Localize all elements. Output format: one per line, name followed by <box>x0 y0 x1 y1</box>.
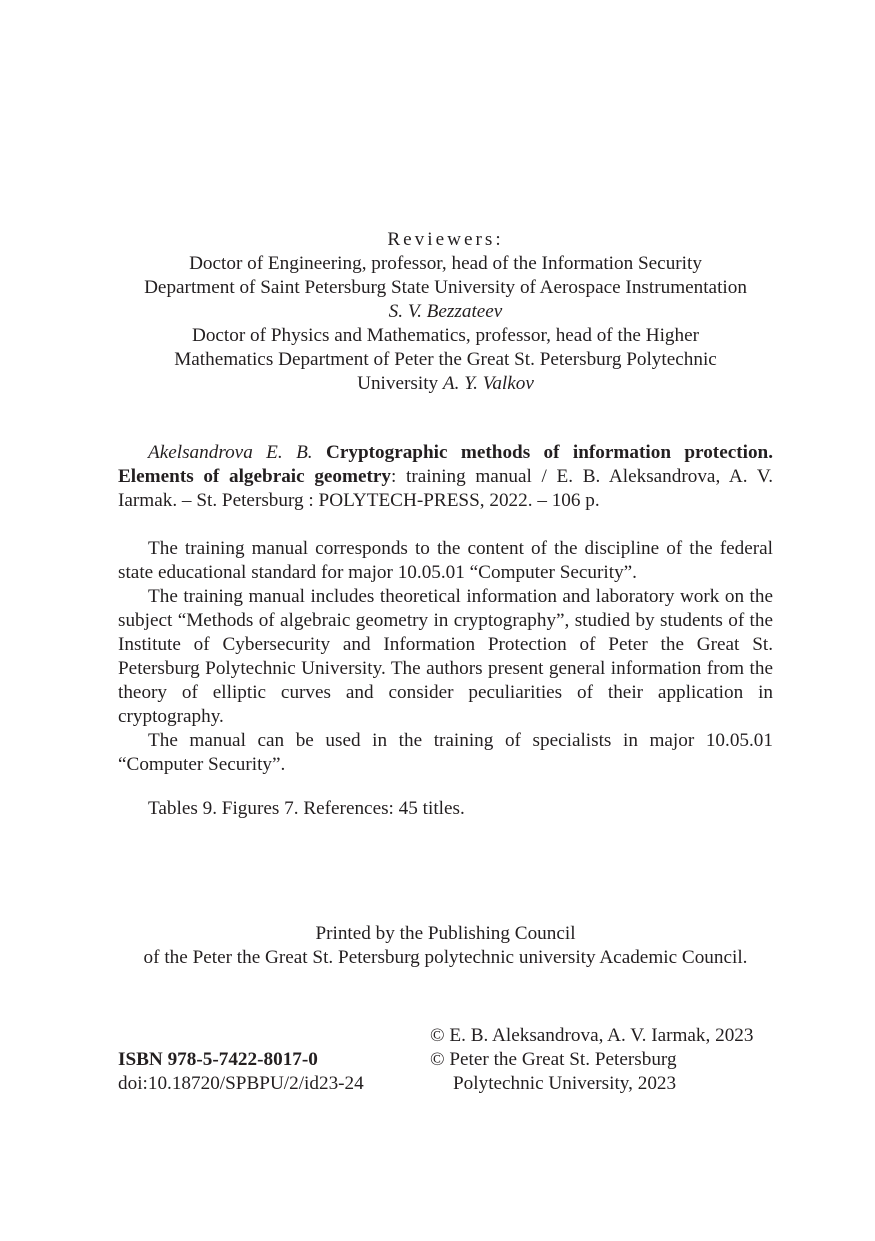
reviewer1-line2: Department of Saint Petersburg State University of Aerospace Instrumentation <box>144 277 747 298</box>
reviewer2-line3-wrap <box>118 372 773 396</box>
stats-line: Tables 9. Figures 7. References: 45 titles. <box>148 798 465 819</box>
copyright-line2: © Peter the Great St. Petersburg <box>430 1049 677 1070</box>
reviewer2-line1: Doctor of Physics and Mathematics, professor, head of the Higher <box>191 325 700 346</box>
bib-author: Akelsandrova E. B. <box>148 442 313 463</box>
printed-by-section <box>118 922 773 970</box>
reviewer1-name: S. V. Bezzateev <box>388 301 503 322</box>
doi: doi:10.18720/SPBPU/2/id23-24 <box>118 1073 364 1094</box>
bibliographic-record <box>118 441 773 513</box>
bib-paragraph <box>118 441 773 513</box>
reviewer2-name: A. Y. Valkov <box>442 373 534 394</box>
copyright-section <box>430 1024 790 1096</box>
abstract-paragraph-3: The manual can be used in the training of specialists in major 10.05.01 “Computer Security”. <box>118 730 773 775</box>
copyright-line1: © E. B. Aleksandrova, A. V. Iarmak, 2023 <box>430 1025 754 1046</box>
bib-title: Cryptographic methods of information protection. Elements of algebraic geometry <box>118 442 774 487</box>
reviewers-heading: Reviewers: <box>387 229 504 250</box>
reviewer2-line3: University <box>357 373 439 394</box>
isbn: ISBN 978-5-7422-8017-0 <box>118 1049 318 1070</box>
reviewers-section <box>118 228 773 396</box>
reviewer2-line2: Mathematics Department of Peter the Great St. Petersburg Polytechnic <box>174 349 717 370</box>
stats-section <box>118 797 773 821</box>
abstract-paragraph-1: The training manual corresponds to the content of the discipline of the federal state educational standard for major 10.05.01 “Computer Security”. <box>118 538 773 583</box>
abstract-paragraph-2: The training manual includes theoretical information and laboratory work on the subject “Methods of algebraic geometry in cryptography”, studied by students of the Institute of Cybersecurity and Information Protection of Peter the Great St. Petersburg Polytechnic University. The authors present general information from the theory of elliptic curves and consider peculiarities of their application in cryptography. <box>118 586 773 727</box>
identifiers-section <box>118 1048 418 1096</box>
reviewer1-line1: Doctor of Engineering, professor, head of the Information Security <box>189 253 702 274</box>
printed-by-line1: Printed by the Publishing Council <box>315 923 576 944</box>
abstract-section <box>118 537 773 777</box>
bib-details: : training manual / E. B. Aleksandrova, A. V. Iarmak. – St. Petersburg : POLYTECH-PRESS, 2022. – 106 p. <box>118 466 774 511</box>
printed-by-line2: of the Peter the Great St. Petersburg polytechnic university Academic Council. <box>143 947 748 968</box>
copyright-line3: Polytechnic University, 2023 <box>453 1073 677 1094</box>
